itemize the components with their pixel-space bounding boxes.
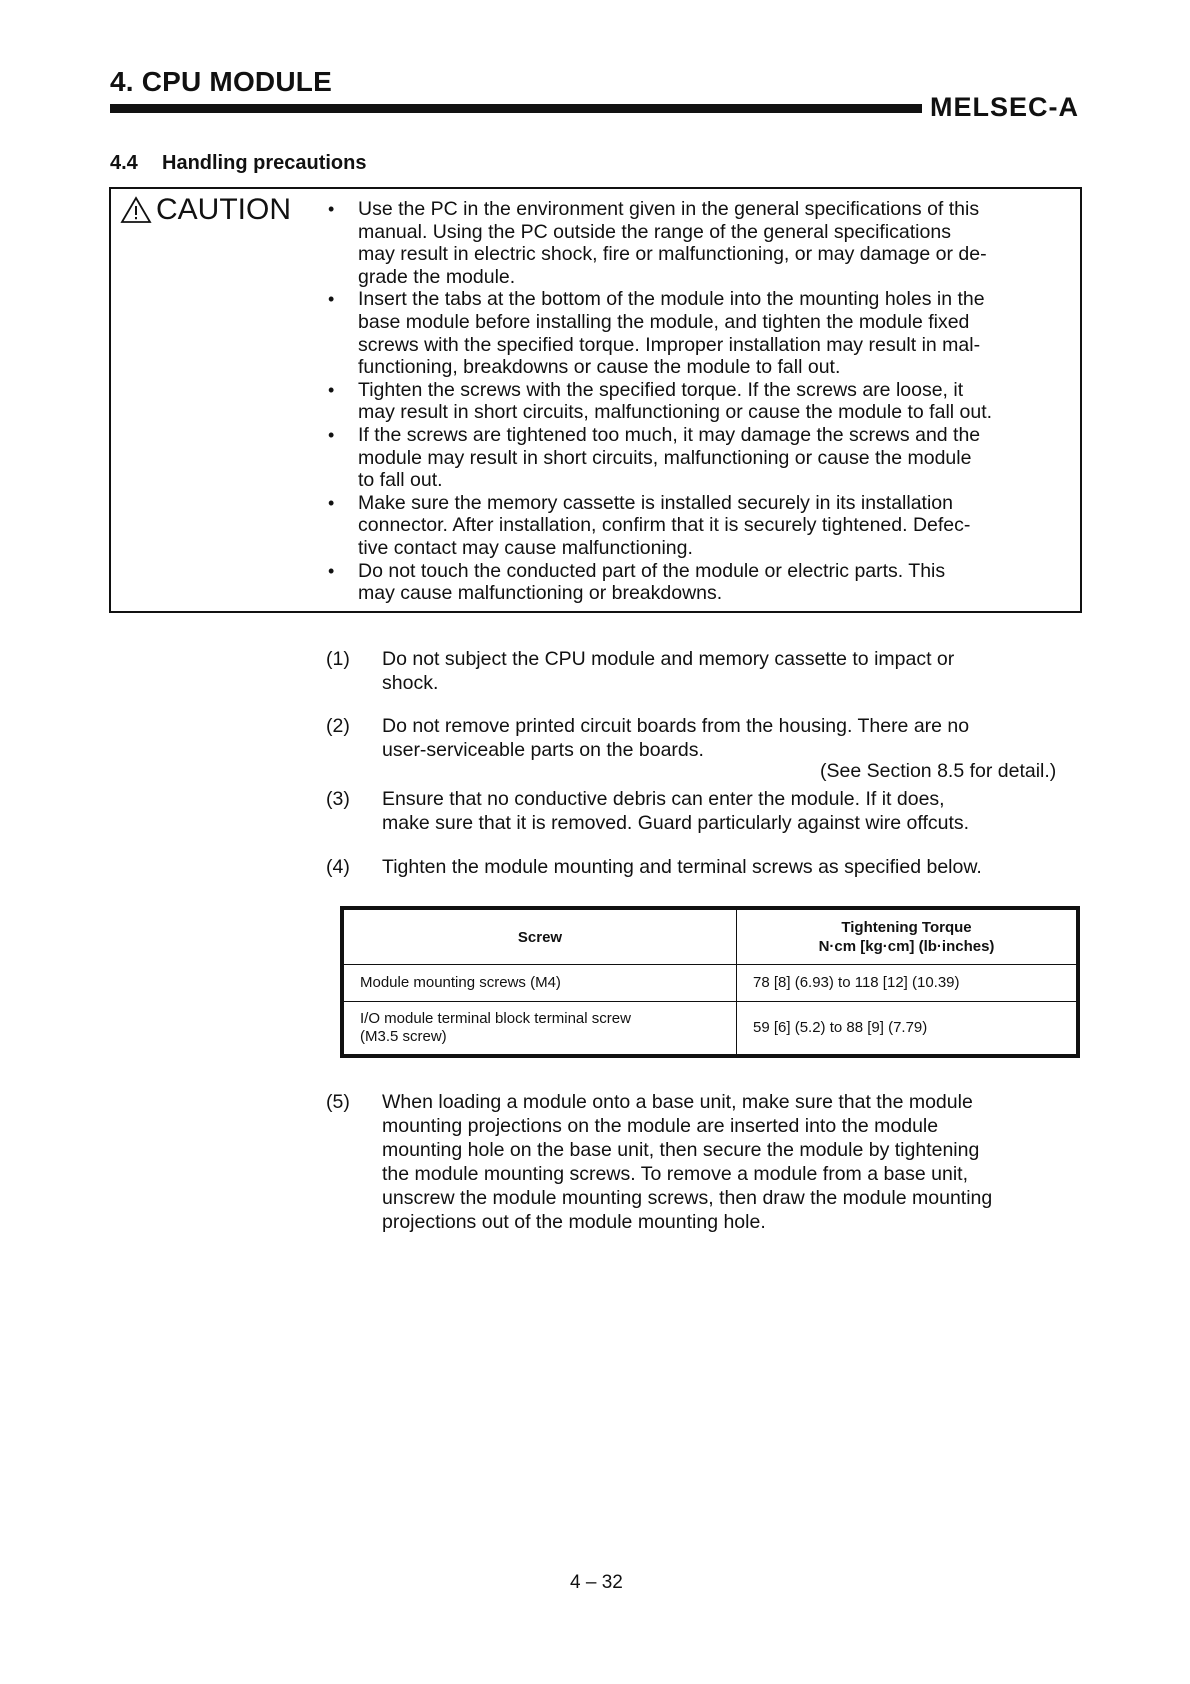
- item-number: (2): [326, 715, 350, 737]
- page-number: 4 – 32: [570, 1572, 623, 1593]
- caution-bullet: [320, 198, 1080, 288]
- item-line: unscrew the module mounting screws, then draw the module mounting: [382, 1187, 993, 1209]
- item-text: [382, 855, 1091, 879]
- caution-line: • If the screws are tightened too much, it may damage the screws and the: [358, 423, 981, 446]
- item-line: make sure that it is removed. Guard particularly against wire offcuts.: [382, 812, 970, 834]
- cell-torque: 59 [6] (5.2) to 88 [9] (7.79): [737, 1002, 1079, 1057]
- item-text: [382, 647, 1091, 695]
- section-heading: [110, 152, 366, 175]
- item-text: [382, 787, 1091, 835]
- item-line: Ensure that no conductive debris can enter the module. If it does,: [382, 788, 945, 810]
- item-line: Do not subject the CPU module and memory cassette to impact or: [382, 648, 955, 670]
- item-line: When loading a module onto a base unit, make sure that the module: [382, 1091, 973, 1113]
- caution-line: • Tighten the screws with the specified torque. If the screws are loose, it: [358, 378, 964, 401]
- item-line: user-serviceable parts on the boards.: [382, 739, 704, 761]
- table-row: [342, 965, 1078, 1002]
- numbered-item: [326, 647, 1091, 695]
- numbered-item: [326, 787, 1091, 835]
- header-rule: [110, 104, 922, 113]
- item-number: (5): [326, 1091, 350, 1113]
- section-number: 4.4: [110, 152, 138, 174]
- item-number: (1): [326, 648, 350, 670]
- caution-list: [320, 198, 1080, 605]
- cell-line: Module mounting screws (M4): [360, 974, 561, 991]
- caution-bullet: [320, 379, 1080, 424]
- torque-table: [340, 906, 1080, 1058]
- item-line: mounting projections on the module are inserted into the module: [382, 1115, 939, 1137]
- brand-label: MELSEC-A: [930, 92, 1079, 122]
- header-torque-line: Tightening Torque: [841, 919, 972, 936]
- caution-line: • Do not touch the conducted part of the module or electric parts. This: [358, 559, 946, 582]
- caution-line: • Make sure the memory cassette is installed securely in its installation: [358, 491, 953, 514]
- item-number: (4): [326, 856, 350, 878]
- caution-line: • Use the PC in the environment given in the general specifications of this: [358, 198, 980, 220]
- item-line: shock.: [382, 672, 439, 694]
- caution-line: tive contact may cause malfunctioning.: [358, 536, 693, 559]
- caution-bullet: [320, 288, 1080, 378]
- caution-label: [120, 193, 291, 227]
- caution-line: functioning, breakdowns or cause the module to fall out.: [358, 356, 841, 379]
- item-line: Do not remove printed circuit boards from the housing. There are no: [382, 715, 970, 737]
- caution-line: • Insert the tabs at the bottom of the module into the mounting holes in the: [358, 288, 985, 311]
- numbered-item: [326, 855, 1091, 879]
- caution-line: may result in short circuits, malfunctioning or cause the module to fall out.: [358, 401, 993, 424]
- item-text: [382, 714, 1091, 762]
- item-line: projections out of the module mounting hole.: [382, 1211, 766, 1233]
- cell-screw: [342, 965, 737, 1002]
- header-torque: [737, 908, 1079, 965]
- see-section-note: (See Section 8.5 for detail.): [820, 760, 1057, 782]
- numbered-item: [326, 714, 1091, 762]
- numbered-item: [326, 1090, 1091, 1234]
- caution-line: may result in electric shock, fire or malfunctioning, or may damage or de-: [358, 243, 987, 266]
- table-header-row: [342, 908, 1078, 965]
- cell-torque: 78 [8] (6.93) to 118 [12] (10.39): [737, 965, 1079, 1002]
- caution-bullet: [320, 560, 1080, 605]
- item-text: [382, 1090, 1091, 1234]
- caution-line: manual. Using the PC outside the range of the general specifications: [358, 220, 951, 243]
- warning-triangle-icon: [120, 196, 152, 224]
- item-line: mounting hole on the base unit, then secure the module by tightening: [382, 1139, 980, 1161]
- caution-line: screws with the specified torque. Improper installation may result in mal-: [358, 333, 981, 356]
- caution-bullet: [320, 424, 1080, 492]
- cell-line: (M3.5 screw): [360, 1028, 447, 1045]
- header-torque-units: N·cm [kg·cm] (lb·inches): [818, 938, 995, 955]
- item-line: the module mounting screws. To remove a module from a base unit,: [382, 1163, 969, 1185]
- caution-bullet: [320, 492, 1080, 560]
- caution-line: base module before installing the module, and tighten the module fixed: [358, 310, 970, 333]
- caution-line: connector. After installation, confirm that it is securely tightened. Defec-: [358, 514, 971, 537]
- caution-text: CAUTION: [156, 193, 291, 226]
- caution-line: to fall out.: [358, 469, 443, 492]
- chapter-title: 4. CPU MODULE: [110, 66, 332, 97]
- caution-line: module may result in short circuits, malfunctioning or cause the module: [358, 446, 972, 469]
- caution-line: grade the module.: [358, 265, 516, 288]
- item-line: Tighten the module mounting and terminal screws as specified below.: [382, 856, 982, 878]
- header-screw: Screw: [342, 908, 737, 965]
- caution-line: may cause malfunctioning or breakdowns.: [358, 582, 723, 605]
- cell-screw: [342, 1002, 737, 1057]
- item-number: (3): [326, 788, 350, 810]
- table-row: [342, 1002, 1078, 1057]
- cell-line: I/O module terminal block terminal screw: [360, 1010, 631, 1027]
- section-title: Handling precautions: [162, 152, 367, 174]
